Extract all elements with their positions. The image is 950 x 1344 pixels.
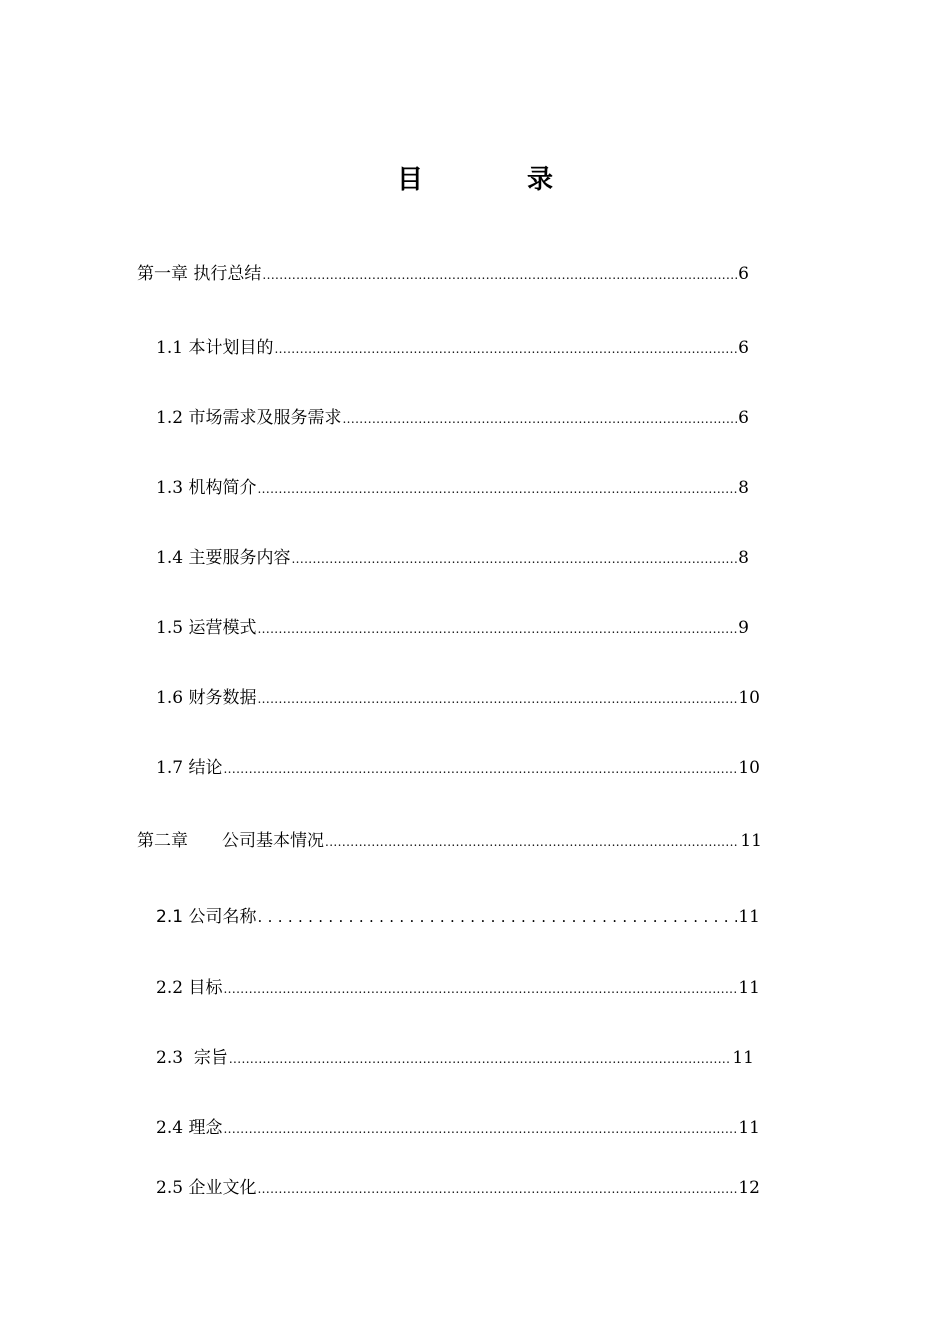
toc-entry-1-5[interactable]: [156, 616, 749, 640]
toc-page-number: 11: [740, 831, 762, 851]
toc-leader-dots: [257, 687, 737, 711]
toc-entry-label: 2.1 公司名称: [156, 907, 257, 927]
toc-entry-1-4[interactable]: [156, 546, 749, 570]
toc-title-char-2: 录: [527, 165, 554, 195]
toc-page-number: 11: [738, 978, 760, 998]
toc-page-number: 8: [738, 548, 749, 568]
toc-page-number: 11: [732, 1048, 754, 1068]
toc-page-number: 8: [738, 478, 749, 498]
toc-entry-label: 1.4 主要服务内容: [156, 548, 291, 568]
toc-title: [0, 160, 950, 200]
toc-leader-dots: [257, 477, 737, 501]
toc-entry-label: 1.5 运营模式: [156, 618, 257, 638]
toc-leader-dots: [257, 1177, 737, 1201]
toc-page-number: 10: [738, 688, 760, 708]
toc-page-number: 10: [738, 758, 760, 778]
toc-entry-2-3[interactable]: [156, 1046, 754, 1070]
toc-leader-dots: [262, 263, 737, 287]
toc-entry-label: 2.2 目标: [156, 978, 223, 998]
toc-entry-2-4[interactable]: [156, 1116, 760, 1140]
toc-entry-label: 1.1 本计划目的: [156, 338, 274, 358]
toc-entry-label: 1.3 机构简介: [156, 478, 257, 498]
toc-entry-chapter-1[interactable]: [137, 262, 749, 286]
toc-page-number: 11: [738, 1118, 760, 1138]
toc-leader-dots: [342, 407, 737, 431]
toc-leader-dots: [274, 337, 737, 361]
toc-title-char-1: 目: [396, 165, 423, 195]
toc-leader-dots: [325, 830, 739, 854]
toc-leader-dots: [257, 617, 737, 641]
toc-page-number: 6: [738, 264, 749, 284]
toc-page-number: 6: [738, 338, 749, 358]
toc-entry-2-2[interactable]: [156, 976, 760, 1000]
toc-leader-dots: [291, 547, 737, 571]
toc-leader-dots: [223, 977, 737, 1001]
toc-entry-label: 1.6 财务数据: [156, 688, 257, 708]
toc-page-number: 6: [738, 408, 749, 428]
toc-entry-2-1[interactable]: [156, 905, 760, 929]
toc-chapter-number: 第二章: [137, 831, 188, 851]
toc-entry-2-5[interactable]: [156, 1176, 760, 1200]
toc-page-number: 12: [738, 1178, 760, 1198]
toc-entry-label: 2.3 宗旨: [156, 1048, 228, 1068]
toc-entry-label: 1.2 市场需求及服务需求: [156, 408, 342, 428]
toc-entry-1-6[interactable]: [156, 686, 760, 710]
toc-entry-1-1[interactable]: [156, 336, 749, 360]
toc-leader-dots: [257, 905, 737, 930]
toc-leader-dots: [223, 1117, 737, 1141]
toc-entry-label: 第一章 执行总结: [137, 264, 262, 284]
toc-page-number: 9: [738, 618, 749, 638]
toc-leader-dots: [223, 757, 737, 781]
toc-entry-label: 2.4 理念: [156, 1118, 223, 1138]
toc-entry-1-3[interactable]: [156, 476, 749, 500]
toc-entry-chapter-2[interactable]: [137, 829, 762, 853]
toc-entry-label: [137, 829, 324, 853]
toc-entry-label: 2.5 企业文化: [156, 1178, 257, 1198]
toc-page-number: 11: [738, 907, 760, 927]
toc-entry-1-7[interactable]: [156, 756, 760, 780]
toc-chapter-title: 公司基本情况: [222, 831, 324, 851]
toc-entry-1-2[interactable]: [156, 406, 749, 430]
toc-entry-label: 1.7 结论: [156, 758, 223, 778]
toc-leader-dots: [229, 1047, 732, 1071]
